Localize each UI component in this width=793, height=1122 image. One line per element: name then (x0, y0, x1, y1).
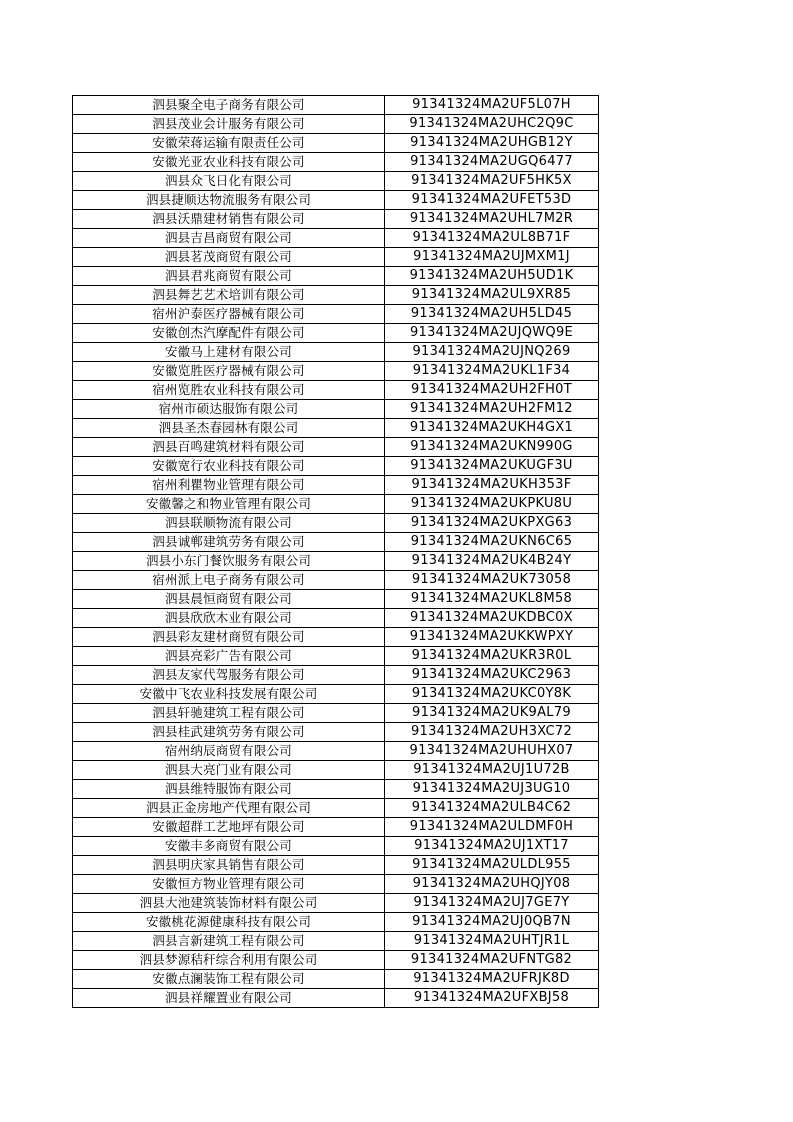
table-row (73, 723, 599, 742)
credit-code-cell: 91341324MA2UF5HK5X (385, 172, 599, 191)
credit-code-cell: 91341324MA2UFNTG82 (385, 951, 599, 970)
table-row (73, 96, 599, 115)
credit-code-cell: 91341324MA2UKPXG63 (385, 514, 599, 533)
table-row (73, 970, 599, 989)
credit-code-cell: 91341324MA2UKPKU8U (385, 495, 599, 514)
table-row (73, 381, 599, 400)
company-registry-table (72, 95, 599, 1008)
credit-code-cell: 91341324MA2UH3XC72 (385, 723, 599, 742)
credit-code-cell: 91341324MA2ULDMF0H (385, 818, 599, 837)
table-row (73, 894, 599, 913)
company-name-cell: 安徽荣蒋运输有限责任公司 (73, 134, 385, 153)
table-row (73, 628, 599, 647)
table-row (73, 590, 599, 609)
company-name-cell: 泗县小东门餐饮服务有限公司 (73, 552, 385, 571)
table-row (73, 210, 599, 229)
company-name-cell: 安徽超群工艺地坪有限公司 (73, 818, 385, 837)
credit-code-cell: 91341324MA2UFET53D (385, 191, 599, 210)
table-row (73, 191, 599, 210)
company-name-cell: 泗县诚郸建筑劳务有限公司 (73, 533, 385, 552)
credit-code-cell: 91341324MA2UKC2963 (385, 666, 599, 685)
credit-code-cell: 91341324MA2UJNQ269 (385, 343, 599, 362)
company-name-cell: 泗县彩友建材商贸有限公司 (73, 628, 385, 647)
table-row (73, 305, 599, 324)
table-row (73, 989, 599, 1008)
credit-code-cell: 91341324MA2UL8B71F (385, 229, 599, 248)
company-name-cell: 泗县轩驰建筑工程有限公司 (73, 704, 385, 723)
company-name-cell: 安徽中飞农业科技发展有限公司 (73, 685, 385, 704)
table-row (73, 343, 599, 362)
credit-code-cell: 91341324MA2UJ7GE7Y (385, 894, 599, 913)
company-name-cell: 宿州利瞿物业管理有限公司 (73, 476, 385, 495)
company-name-cell: 宿州派上电子商务有限公司 (73, 571, 385, 590)
company-name-cell: 泗县维特服饰有限公司 (73, 780, 385, 799)
company-name-cell: 泗县君兆商贸有限公司 (73, 267, 385, 286)
company-name-cell: 泗县正金房地产代理有限公司 (73, 799, 385, 818)
company-name-cell: 安徽光亚农业科技有限公司 (73, 153, 385, 172)
company-name-cell: 泗县梦源秸秆综合利用有限公司 (73, 951, 385, 970)
company-name-cell: 泗县圣杰春园林有限公司 (73, 419, 385, 438)
table-row (73, 324, 599, 343)
credit-code-cell: 91341324MA2UHL7M2R (385, 210, 599, 229)
company-name-cell: 泗县吉昌商贸有限公司 (73, 229, 385, 248)
company-name-cell: 宿州览胜农业科技有限公司 (73, 381, 385, 400)
company-name-cell: 泗县聚全电子商务有限公司 (73, 96, 385, 115)
company-name-cell: 安徽创杰汽摩配件有限公司 (73, 324, 385, 343)
credit-code-cell: 91341324MA2UKH353F (385, 476, 599, 495)
company-name-cell: 泗县祥耀置业有限公司 (73, 989, 385, 1008)
credit-code-cell: 91341324MA2UJ1U72B (385, 761, 599, 780)
table-row (73, 799, 599, 818)
credit-code-cell: 91341324MA2UFXBJ58 (385, 989, 599, 1008)
credit-code-cell: 91341324MA2UHTJR1L (385, 932, 599, 951)
table-row (73, 837, 599, 856)
company-name-cell: 宿州市硕达服饰有限公司 (73, 400, 385, 419)
table-row (73, 362, 599, 381)
company-name-cell: 宿州沪泰医疗器械有限公司 (73, 305, 385, 324)
table-row (73, 495, 599, 514)
company-name-cell: 安徽点澜装饰工程有限公司 (73, 970, 385, 989)
credit-code-cell: 91341324MA2UH2FM12 (385, 400, 599, 419)
credit-code-cell: 91341324MA2UL9XR85 (385, 286, 599, 305)
company-name-cell: 泗县言新建筑工程有限公司 (73, 932, 385, 951)
table-row (73, 685, 599, 704)
table-row (73, 533, 599, 552)
table-row (73, 647, 599, 666)
table-row (73, 172, 599, 191)
company-name-cell: 泗县欣欣木业有限公司 (73, 609, 385, 628)
company-name-cell: 泗县茂业会计服务有限公司 (73, 115, 385, 134)
credit-code-cell: 91341324MA2UJQWQ9E (385, 324, 599, 343)
table-row (73, 609, 599, 628)
table-row (73, 457, 599, 476)
credit-code-cell: 91341324MA2UJ0QB7N (385, 913, 599, 932)
table-row (73, 951, 599, 970)
company-name-cell: 安徽桃花源健康科技有限公司 (73, 913, 385, 932)
company-name-cell: 安徽宽行农业科技有限公司 (73, 457, 385, 476)
credit-code-cell: 91341324MA2UKL8M58 (385, 590, 599, 609)
company-name-cell: 泗县茗茂商贸有限公司 (73, 248, 385, 267)
table-row (73, 552, 599, 571)
credit-code-cell: 91341324MA2ULDL955 (385, 856, 599, 875)
company-name-cell: 泗县沃鼎建材销售有限公司 (73, 210, 385, 229)
credit-code-cell: 91341324MA2UH5LD45 (385, 305, 599, 324)
table-row (73, 571, 599, 590)
credit-code-cell: 91341324MA2UKC0Y8K (385, 685, 599, 704)
credit-code-cell: 91341324MA2UJMXM1J (385, 248, 599, 267)
company-name-cell: 泗县桂武建筑劳务有限公司 (73, 723, 385, 742)
table-row (73, 780, 599, 799)
company-name-cell: 泗县百鸣建筑材料有限公司 (73, 438, 385, 457)
credit-code-cell: 91341324MA2UKDBC0X (385, 609, 599, 628)
credit-code-cell: 91341324MA2UH5UD1K (385, 267, 599, 286)
table-row (73, 400, 599, 419)
credit-code-cell: 91341324MA2UK73058 (385, 571, 599, 590)
credit-code-cell: 91341324MA2UHQJY08 (385, 875, 599, 894)
credit-code-cell: 91341324MA2UJ1XT17 (385, 837, 599, 856)
credit-code-cell: 91341324MA2UKUGF3U (385, 457, 599, 476)
table-row (73, 932, 599, 951)
credit-code-cell: 91341324MA2UKN6C65 (385, 533, 599, 552)
credit-code-cell: 91341324MA2UHC2Q9C (385, 115, 599, 134)
table-row (73, 115, 599, 134)
table-row (73, 514, 599, 533)
company-name-cell: 泗县舞艺艺术培训有限公司 (73, 286, 385, 305)
table-row (73, 229, 599, 248)
credit-code-cell: 91341324MA2UJ3UG10 (385, 780, 599, 799)
table-row (73, 818, 599, 837)
credit-code-cell: 91341324MA2UKR3R0L (385, 647, 599, 666)
table-row (73, 286, 599, 305)
company-name-cell: 泗县晨恒商贸有限公司 (73, 590, 385, 609)
credit-code-cell: 91341324MA2ULB4C62 (385, 799, 599, 818)
company-name-cell: 安徽览胜医疗器械有限公司 (73, 362, 385, 381)
company-name-cell: 安徽丰多商贸有限公司 (73, 837, 385, 856)
credit-code-cell: 91341324MA2UHUHX07 (385, 742, 599, 761)
table-row (73, 704, 599, 723)
table-row (73, 419, 599, 438)
credit-code-cell: 91341324MA2UK9AL79 (385, 704, 599, 723)
table-row (73, 248, 599, 267)
company-name-cell: 泗县亮彩广告有限公司 (73, 647, 385, 666)
company-name-cell: 泗县友家代驾服务有限公司 (73, 666, 385, 685)
credit-code-cell: 91341324MA2UK4B24Y (385, 552, 599, 571)
table-row (73, 856, 599, 875)
table-body (73, 96, 599, 1008)
company-name-cell: 泗县明庆家具销售有限公司 (73, 856, 385, 875)
company-name-cell: 泗县大亮门业有限公司 (73, 761, 385, 780)
company-name-cell: 泗县捷顺达物流服务有限公司 (73, 191, 385, 210)
credit-code-cell: 91341324MA2UF5L07H (385, 96, 599, 115)
credit-code-cell: 91341324MA2UKKWPXY (385, 628, 599, 647)
table-row (73, 438, 599, 457)
credit-code-cell: 91341324MA2UGQ6477 (385, 153, 599, 172)
company-name-cell: 安徽马上建材有限公司 (73, 343, 385, 362)
credit-code-cell: 91341324MA2UKL1F34 (385, 362, 599, 381)
table-row (73, 875, 599, 894)
table-row (73, 134, 599, 153)
credit-code-cell: 91341324MA2UKH4GX1 (385, 419, 599, 438)
table-row (73, 666, 599, 685)
credit-code-cell: 91341324MA2UKN990G (385, 438, 599, 457)
company-name-cell: 泗县大池建筑装饰材料有限公司 (73, 894, 385, 913)
company-name-cell: 宿州纳辰商贸有限公司 (73, 742, 385, 761)
table-row (73, 153, 599, 172)
table-row (73, 913, 599, 932)
credit-code-cell: 91341324MA2UFRJK8D (385, 970, 599, 989)
table-row (73, 742, 599, 761)
credit-code-cell: 91341324MA2UH2FH0T (385, 381, 599, 400)
company-name-cell: 泗县联顺物流有限公司 (73, 514, 385, 533)
table-row (73, 476, 599, 495)
table-row (73, 761, 599, 780)
table-row (73, 267, 599, 286)
credit-code-cell: 91341324MA2UHGB12Y (385, 134, 599, 153)
company-name-cell: 泗县众飞日化有限公司 (73, 172, 385, 191)
company-name-cell: 安徽恒方物业管理有限公司 (73, 875, 385, 894)
company-name-cell: 安徽馨之和物业管理有限公司 (73, 495, 385, 514)
